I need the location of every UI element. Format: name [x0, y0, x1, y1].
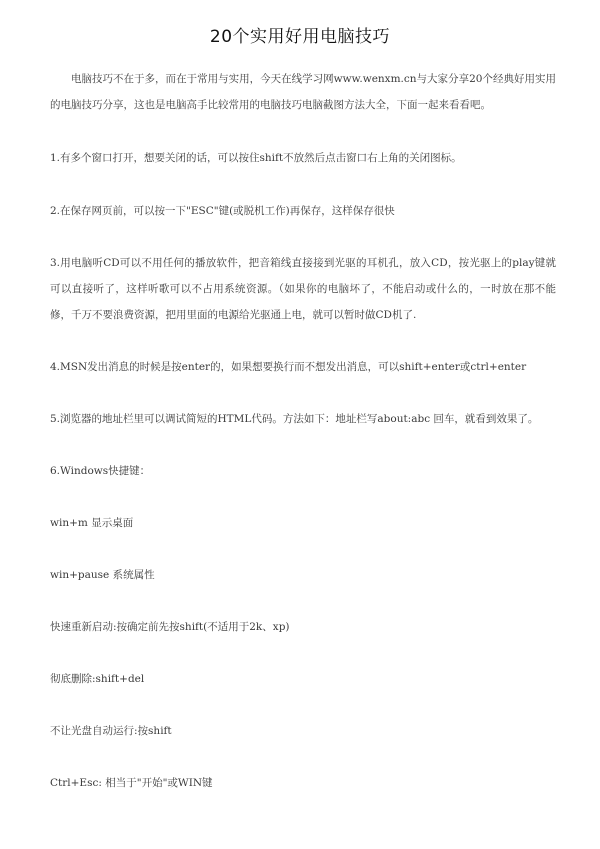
tip-4: 4.MSN发出消息的时候是按enter的，如果想要换行而不想发出消息，可以shift+enter或ctrl+enter — [50, 361, 527, 373]
shortcut-win-m: win+m 显示桌面 — [50, 517, 134, 529]
tip-2: 2.在保存网页前，可以按一下"ESC"键(或脱机工作)再保存，这样保存很快 — [50, 205, 395, 217]
shortcut-disable-autorun: 不让光盘自动运行:按shift — [50, 725, 172, 737]
tip-5: 5.浏览器的地址栏里可以调试简短的HTML代码。方法如下：地址栏写about:abc 回车，就看到效果了。 — [50, 413, 539, 425]
tip-6-heading: 6.Windows快捷键： — [50, 465, 151, 477]
tip-1: 1.有多个窗口打开，想要关闭的话，可以按住shift不放然后点击窗口右上角的关闭图标。 — [50, 152, 462, 164]
tip-3: 3.用电脑听CD可以不用任何的播放软件，把音箱线直接接到光驱的耳机孔，放入CD，按光驱上的play键就可以直接听了，这样听歌可以不占用系统资源。（如果你的电脑坏了，不能启动或什么的，一时放在那不能修，千万不要浪费资源，把用里面的电源给光驱通上电，就可以暂时做CD机了. — [50, 257, 556, 321]
intro-paragraph: 电脑技巧不在于多，而在于常用与实用，今天在线学习网www.wenxm.cn与大家分享20个经典好用实用的电脑技巧分享，这也是电脑高手比较常用的电脑技巧电脑截图方法大全，下面一起来看看吧。 — [50, 73, 556, 111]
document-title: 20个实用好用电脑技巧 — [209, 27, 391, 47]
shortcut-ctrl-esc: Ctrl+Esc: 相当于"开始"或WIN键 — [50, 777, 213, 789]
shortcut-quick-restart: 快速重新启动:按确定前先按shift(不适用于2k、xp) — [50, 621, 290, 633]
shortcut-win-pause: win+pause 系统属性 — [50, 569, 155, 581]
shortcut-permanent-delete: 彻底删除:shift+del — [50, 673, 145, 685]
